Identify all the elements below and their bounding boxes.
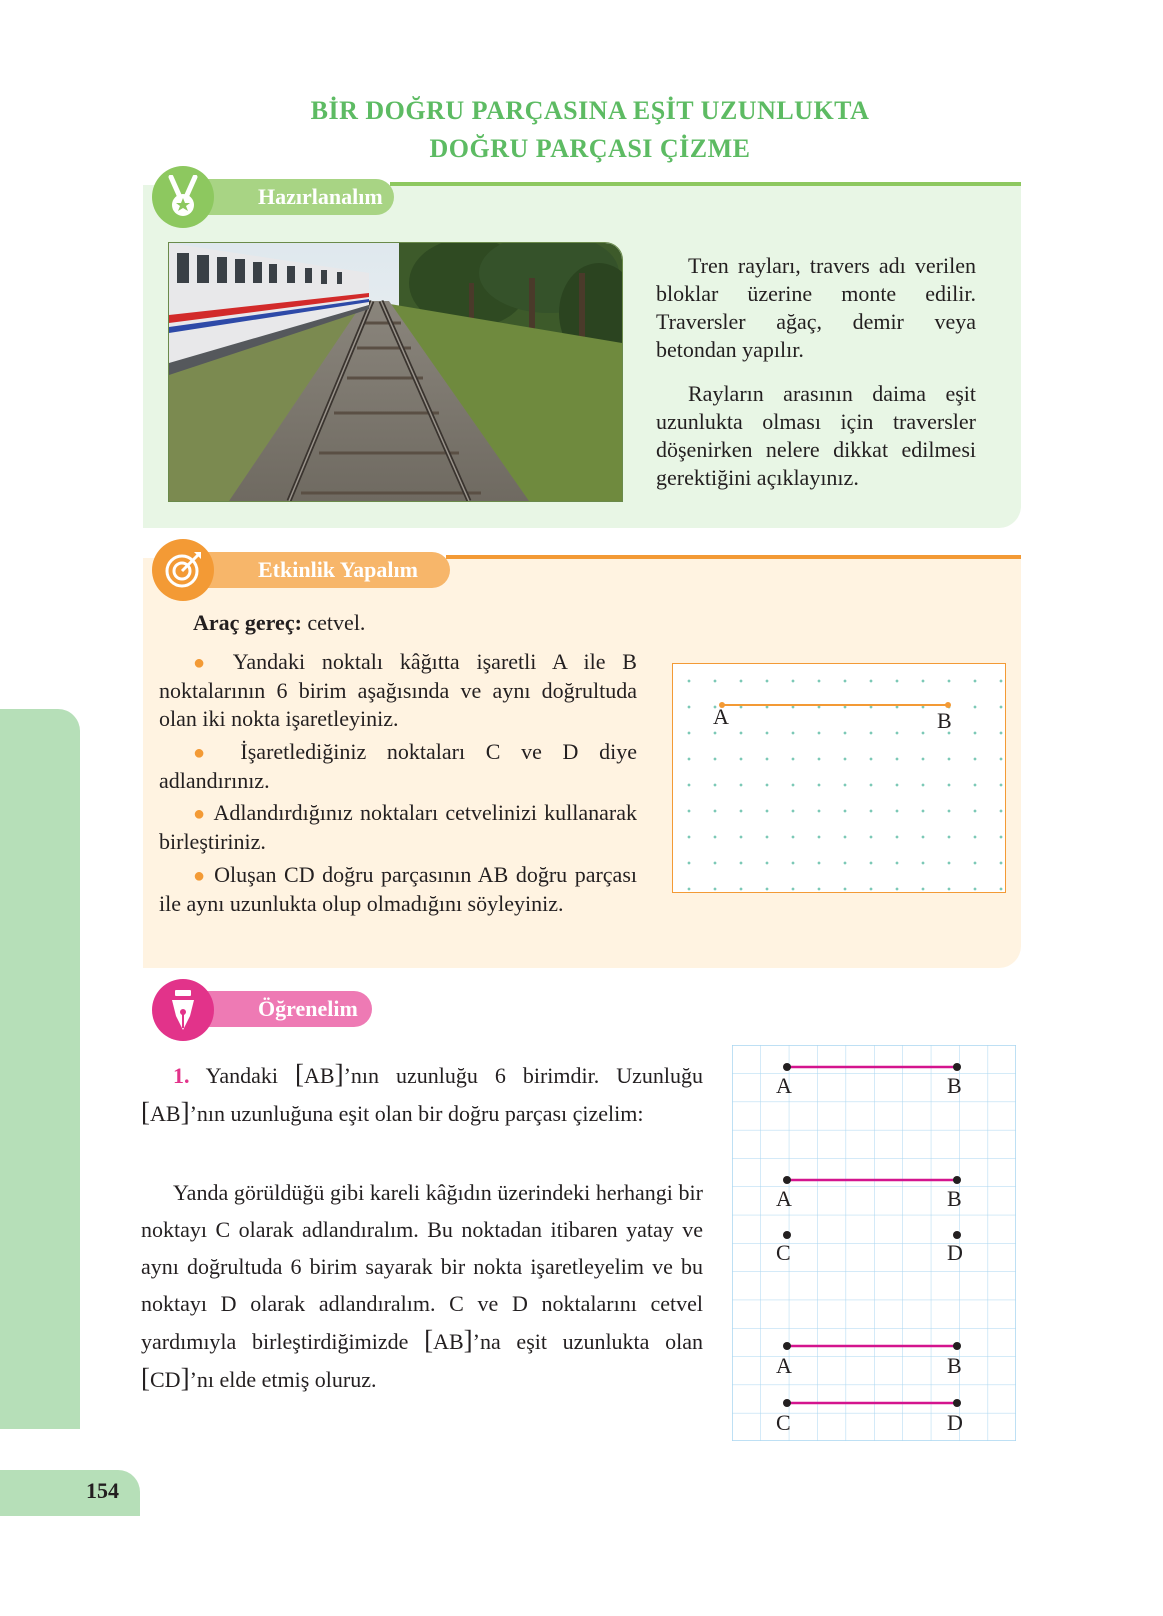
etkinlik-header: Etkinlik Yapalım <box>186 552 450 588</box>
etkinlik-item-2 <box>159 738 637 795</box>
grid-label-b-2: B <box>947 1186 962 1211</box>
segment-cd: CD <box>150 1367 181 1392</box>
target-icon <box>152 539 214 601</box>
p2-text-a: Yanda görüldüğü gibi kareli kâğıdın üzerindeki herhangi bir noktayı C olarak adlandıralım. Bu noktadan itibaren yatay ve aynı doğrultuda 6 birim sayarak bir nokta işaretleyelim ve bu noktayı D olarak adlandıralım. C ve D noktalarını cetvel yardımıyla birleştirdiğimizde <box>141 1180 703 1354</box>
tools-label: Araç gereç: <box>193 610 302 635</box>
p1-text-c: ’nın uzunluğuna eşit olan bir doğru parçası çizelim: <box>189 1101 644 1126</box>
point-a-3 <box>783 1342 791 1350</box>
p1-text-a: Yandaki <box>189 1063 295 1088</box>
point-c-2 <box>783 1231 791 1239</box>
dotted-label-b: B <box>937 708 952 733</box>
segment-ab: AB <box>150 1101 181 1126</box>
segment-ab: AB <box>304 1063 335 1088</box>
etkinlik-item-3 <box>159 799 637 856</box>
grid-label-c-3: C <box>776 1410 791 1435</box>
point-b-2 <box>953 1176 961 1184</box>
etkinlik-item-1 <box>159 648 637 733</box>
page-number: 154 <box>86 1478 119 1503</box>
grid-label-b-3: B <box>947 1353 962 1378</box>
point-c-3 <box>783 1399 791 1407</box>
ogrenelim-paragraph-2: Yanda görüldüğü gibi kareli kâğıdın üzerindeki herhangi bir noktayı C olarak adlandıralım. Bu noktadan itibaren yatay ve aynı doğrultuda 6 birim sayarak bir nokta işaretleyelim ve bu noktayı D olarak adlandıralım. C ve D noktalarını cetvel yardımıyla birleştirdiğimizde [AB]’na eşit uzunlukta olan [CD]’nı elde etmiş oluruz. <box>141 1180 703 1393</box>
hazirlanalim-header-line <box>390 182 1021 186</box>
p1-text-b: ’nın uzunluğu 6 birimdir. Uzunluğu <box>343 1063 703 1088</box>
hazirlanalim-paragraph-1: Tren rayları, travers adı verilen bloklar üzerine monte edilir. Traversler ağaç, demir veya betondan yapılır. <box>656 253 976 362</box>
dotted-label-a: A <box>713 704 729 729</box>
grid-label-a-1: A <box>776 1073 792 1098</box>
point-d-2 <box>953 1231 961 1239</box>
ogrenelim-paragraph-1: 1. Yandaki [AB]’nın uzunluğu 6 birimdir. Uzunluğu [AB]’nın uzunluğuna eşit olan bir doğru parçası çizelim: <box>141 1059 703 1127</box>
grid-label-c-2: C <box>776 1240 791 1265</box>
grid-label-a-3: A <box>776 1353 792 1378</box>
etkinlik-header-line <box>446 555 1021 559</box>
etkinlik-item-3-text: Adlandırdığınız noktaları cetvelinizi kullanarak birleştiriniz. <box>159 800 637 854</box>
p2-text-c: ’nı elde etmiş oluruz. <box>189 1367 377 1392</box>
point-d-3 <box>953 1399 961 1407</box>
side-strip <box>0 709 80 1429</box>
fountain-pen-icon <box>152 979 214 1041</box>
bullet-icon: ● <box>193 865 215 887</box>
etkinlik-item-2-text: İşaretlediğiniz noktaları C ve D diye adlandırınız. <box>159 739 637 793</box>
railway-tracks-photo <box>168 242 623 502</box>
page-number-tab <box>0 1470 140 1516</box>
medal-icon <box>152 166 214 228</box>
point-a-1 <box>783 1063 791 1071</box>
tools-line <box>193 610 365 636</box>
point-b-3 <box>953 1342 961 1350</box>
item-number: 1. <box>173 1063 190 1088</box>
point-a-2 <box>783 1176 791 1184</box>
p2-text-b: ’na eşit uzunlukta olan <box>472 1329 703 1354</box>
ogrenelim-header: Öğrenelim <box>186 991 372 1027</box>
bullet-icon: ● <box>193 803 214 825</box>
point-b-1 <box>953 1063 961 1071</box>
grid-label-d-3: D <box>947 1410 963 1435</box>
dotted-paper-drawing <box>672 663 1006 893</box>
tools-value: cetvel. <box>301 610 366 635</box>
hazirlanalim-paragraph-2: Rayların arasının daima eşit uzunlukta olması için traversler döşenirken nelere dikkat edilmesi gerektiğini açıklayınız. <box>656 381 976 490</box>
etkinlik-item-1-text: Yandaki noktalı kâğıtta işaretli A ile B noktalarının 6 birim aşağısında ve aynı doğrultuda olan iki nokta işaretleyiniz. <box>159 649 637 731</box>
grid-label-a-2: A <box>776 1186 792 1211</box>
page-title-line-2: DOĞRU PARÇASI ÇİZME <box>429 134 751 163</box>
square-grid-paper <box>732 1045 1016 1441</box>
etkinlik-item-4 <box>159 861 637 918</box>
bullet-icon: ● <box>193 742 241 764</box>
hazirlanalim-header: Hazırlanalım <box>186 179 394 215</box>
page-title-line-1: BİR DOĞRU PARÇASINA EŞİT UZUNLUKTA <box>310 96 870 125</box>
etkinlik-item-4-text: Oluşan CD doğru parçasının AB doğru parçası ile aynı uzunlukta olup olmadığını söyleyiniz. <box>159 862 637 916</box>
segment-ab: AB <box>433 1329 464 1354</box>
bullet-icon: ● <box>193 652 233 674</box>
grid-label-b-1: B <box>947 1073 962 1098</box>
grid-label-d-2: D <box>947 1240 963 1265</box>
